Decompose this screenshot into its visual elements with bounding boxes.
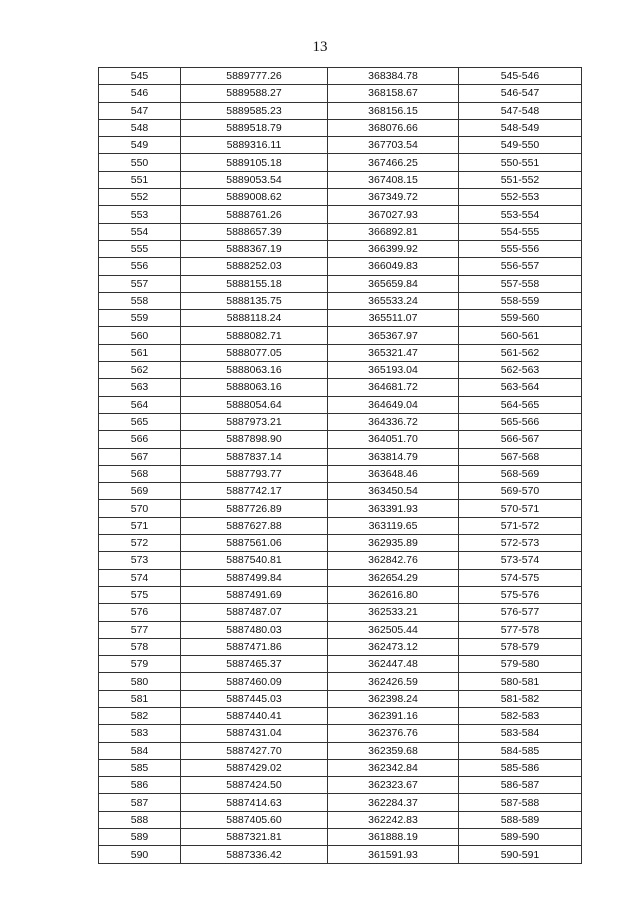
segment-cell: 583-584 xyxy=(459,725,582,742)
x-coordinate-cell: 5888657.39 xyxy=(181,223,328,240)
segment-cell: 574-575 xyxy=(459,569,582,586)
y-coordinate-cell: 362342.84 xyxy=(328,759,459,776)
x-coordinate-cell: 5889518.79 xyxy=(181,119,328,136)
segment-cell: 557-558 xyxy=(459,275,582,292)
y-coordinate-cell: 362654.29 xyxy=(328,569,459,586)
table-row xyxy=(99,258,582,275)
x-coordinate-cell: 5887424.50 xyxy=(181,777,328,794)
x-coordinate-cell: 5888063.16 xyxy=(181,379,328,396)
segment-cell: 546-547 xyxy=(459,85,582,102)
segment-cell: 586-587 xyxy=(459,777,582,794)
point-number-cell: 583 xyxy=(99,725,181,742)
table-row xyxy=(99,500,582,517)
point-number-cell: 581 xyxy=(99,690,181,707)
table-row xyxy=(99,621,582,638)
point-number-cell: 549 xyxy=(99,137,181,154)
y-coordinate-cell: 363391.93 xyxy=(328,500,459,517)
point-number-cell: 563 xyxy=(99,379,181,396)
table-row xyxy=(99,794,582,811)
point-number-cell: 565 xyxy=(99,413,181,430)
y-coordinate-cell: 362473.12 xyxy=(328,638,459,655)
point-number-cell: 568 xyxy=(99,465,181,482)
segment-cell: 565-566 xyxy=(459,413,582,430)
x-coordinate-cell: 5887837.14 xyxy=(181,448,328,465)
point-number-cell: 559 xyxy=(99,310,181,327)
x-coordinate-cell: 5887726.89 xyxy=(181,500,328,517)
y-coordinate-cell: 364681.72 xyxy=(328,379,459,396)
x-coordinate-cell: 5887627.88 xyxy=(181,517,328,534)
point-number-cell: 557 xyxy=(99,275,181,292)
y-coordinate-cell: 365367.97 xyxy=(328,327,459,344)
segment-cell: 585-586 xyxy=(459,759,582,776)
table-row xyxy=(99,465,582,482)
segment-cell: 549-550 xyxy=(459,137,582,154)
table-row xyxy=(99,240,582,257)
x-coordinate-cell: 5888077.05 xyxy=(181,344,328,361)
table-row xyxy=(99,448,582,465)
segment-cell: 556-557 xyxy=(459,258,582,275)
segment-cell: 577-578 xyxy=(459,621,582,638)
point-number-cell: 553 xyxy=(99,206,181,223)
table-row xyxy=(99,292,582,309)
y-coordinate-cell: 362284.37 xyxy=(328,794,459,811)
segment-cell: 553-554 xyxy=(459,206,582,223)
y-coordinate-cell: 368384.78 xyxy=(328,68,459,85)
x-coordinate-cell: 5889008.62 xyxy=(181,189,328,206)
y-coordinate-cell: 366049.83 xyxy=(328,258,459,275)
y-coordinate-cell: 363450.54 xyxy=(328,483,459,500)
x-coordinate-cell: 5889316.11 xyxy=(181,137,328,154)
point-number-cell: 561 xyxy=(99,344,181,361)
segment-cell: 566-567 xyxy=(459,431,582,448)
table-row xyxy=(99,137,582,154)
y-coordinate-cell: 362616.80 xyxy=(328,586,459,603)
point-number-cell: 547 xyxy=(99,102,181,119)
segment-cell: 588-589 xyxy=(459,811,582,828)
segment-cell: 568-569 xyxy=(459,465,582,482)
y-coordinate-cell: 365511.07 xyxy=(328,310,459,327)
segment-cell: 573-574 xyxy=(459,552,582,569)
y-coordinate-cell: 361591.93 xyxy=(328,846,459,863)
x-coordinate-cell: 5888252.03 xyxy=(181,258,328,275)
point-number-cell: 582 xyxy=(99,707,181,724)
table-row xyxy=(99,552,582,569)
x-coordinate-cell: 5889585.23 xyxy=(181,102,328,119)
table-row xyxy=(99,362,582,379)
x-coordinate-cell: 5887336.42 xyxy=(181,846,328,863)
x-coordinate-cell: 5887440.41 xyxy=(181,707,328,724)
segment-cell: 551-552 xyxy=(459,171,582,188)
segment-cell: 562-563 xyxy=(459,362,582,379)
y-coordinate-cell: 365659.84 xyxy=(328,275,459,292)
segment-cell: 570-571 xyxy=(459,500,582,517)
x-coordinate-cell: 5888118.24 xyxy=(181,310,328,327)
table-row xyxy=(99,189,582,206)
segment-cell: 572-573 xyxy=(459,535,582,552)
y-coordinate-cell: 362376.76 xyxy=(328,725,459,742)
y-coordinate-cell: 364649.04 xyxy=(328,396,459,413)
table-row xyxy=(99,604,582,621)
point-number-cell: 588 xyxy=(99,811,181,828)
point-number-cell: 585 xyxy=(99,759,181,776)
segment-cell: 563-564 xyxy=(459,379,582,396)
segment-cell: 587-588 xyxy=(459,794,582,811)
x-coordinate-cell: 5888761.26 xyxy=(181,206,328,223)
point-number-cell: 545 xyxy=(99,68,181,85)
y-coordinate-cell: 368076.66 xyxy=(328,119,459,136)
segment-cell: 579-580 xyxy=(459,656,582,673)
segment-cell: 559-560 xyxy=(459,310,582,327)
segment-cell: 576-577 xyxy=(459,604,582,621)
segment-cell: 571-572 xyxy=(459,517,582,534)
table-row xyxy=(99,725,582,742)
table-row xyxy=(99,707,582,724)
segment-cell: 558-559 xyxy=(459,292,582,309)
x-coordinate-cell: 5889777.26 xyxy=(181,68,328,85)
x-coordinate-cell: 5887460.09 xyxy=(181,673,328,690)
segment-cell: 589-590 xyxy=(459,829,582,846)
coordinates-table xyxy=(98,67,582,864)
x-coordinate-cell: 5887491.69 xyxy=(181,586,328,603)
point-number-cell: 560 xyxy=(99,327,181,344)
segment-cell: 555-556 xyxy=(459,240,582,257)
x-coordinate-cell: 5887431.04 xyxy=(181,725,328,742)
table-row xyxy=(99,431,582,448)
y-coordinate-cell: 363119.65 xyxy=(328,517,459,534)
x-coordinate-cell: 5887405.60 xyxy=(181,811,328,828)
y-coordinate-cell: 362359.68 xyxy=(328,742,459,759)
table-row xyxy=(99,638,582,655)
segment-cell: 569-570 xyxy=(459,483,582,500)
table-row xyxy=(99,310,582,327)
point-number-cell: 590 xyxy=(99,846,181,863)
y-coordinate-cell: 363814.79 xyxy=(328,448,459,465)
point-number-cell: 589 xyxy=(99,829,181,846)
x-coordinate-cell: 5887487.07 xyxy=(181,604,328,621)
x-coordinate-cell: 5887427.70 xyxy=(181,742,328,759)
y-coordinate-cell: 361888.19 xyxy=(328,829,459,846)
x-coordinate-cell: 5889588.27 xyxy=(181,85,328,102)
segment-cell: 548-549 xyxy=(459,119,582,136)
table-row xyxy=(99,379,582,396)
table-row xyxy=(99,829,582,846)
y-coordinate-cell: 362505.44 xyxy=(328,621,459,638)
page-number: 13 xyxy=(312,39,328,55)
x-coordinate-cell: 5889053.54 xyxy=(181,171,328,188)
x-coordinate-cell: 5887480.03 xyxy=(181,621,328,638)
x-coordinate-cell: 5887445.03 xyxy=(181,690,328,707)
table-row xyxy=(99,223,582,240)
y-coordinate-cell: 368156.15 xyxy=(328,102,459,119)
y-coordinate-cell: 365533.24 xyxy=(328,292,459,309)
y-coordinate-cell: 365321.47 xyxy=(328,344,459,361)
table-row xyxy=(99,535,582,552)
x-coordinate-cell: 5888135.75 xyxy=(181,292,328,309)
table-row xyxy=(99,846,582,863)
x-coordinate-cell: 5887973.21 xyxy=(181,413,328,430)
x-coordinate-cell: 5887429.02 xyxy=(181,759,328,776)
table-row xyxy=(99,344,582,361)
table-row xyxy=(99,119,582,136)
table-row xyxy=(99,759,582,776)
point-number-cell: 584 xyxy=(99,742,181,759)
x-coordinate-cell: 5888155.18 xyxy=(181,275,328,292)
table-row xyxy=(99,586,582,603)
segment-cell: 581-582 xyxy=(459,690,582,707)
point-number-cell: 575 xyxy=(99,586,181,603)
table-row xyxy=(99,777,582,794)
x-coordinate-cell: 5887414.63 xyxy=(181,794,328,811)
x-coordinate-cell: 5887742.17 xyxy=(181,483,328,500)
point-number-cell: 587 xyxy=(99,794,181,811)
table-row xyxy=(99,569,582,586)
table-row xyxy=(99,154,582,171)
x-coordinate-cell: 5888082.71 xyxy=(181,327,328,344)
y-coordinate-cell: 362935.89 xyxy=(328,535,459,552)
point-number-cell: 548 xyxy=(99,119,181,136)
segment-cell: 560-561 xyxy=(459,327,582,344)
y-coordinate-cell: 362323.67 xyxy=(328,777,459,794)
table-row xyxy=(99,656,582,673)
point-number-cell: 567 xyxy=(99,448,181,465)
table-row xyxy=(99,68,582,85)
y-coordinate-cell: 364336.72 xyxy=(328,413,459,430)
x-coordinate-cell: 5888054.64 xyxy=(181,396,328,413)
x-coordinate-cell: 5888367.19 xyxy=(181,240,328,257)
table-row xyxy=(99,690,582,707)
point-number-cell: 554 xyxy=(99,223,181,240)
segment-cell: 554-555 xyxy=(459,223,582,240)
y-coordinate-cell: 362842.76 xyxy=(328,552,459,569)
point-number-cell: 564 xyxy=(99,396,181,413)
y-coordinate-cell: 366892.81 xyxy=(328,223,459,240)
segment-cell: 578-579 xyxy=(459,638,582,655)
table-row xyxy=(99,673,582,690)
point-number-cell: 574 xyxy=(99,569,181,586)
table-row xyxy=(99,742,582,759)
point-number-cell: 586 xyxy=(99,777,181,794)
x-coordinate-cell: 5887321.81 xyxy=(181,829,328,846)
segment-cell: 550-551 xyxy=(459,154,582,171)
y-coordinate-cell: 367349.72 xyxy=(328,189,459,206)
y-coordinate-cell: 364051.70 xyxy=(328,431,459,448)
segment-cell: 582-583 xyxy=(459,707,582,724)
x-coordinate-cell: 5887465.37 xyxy=(181,656,328,673)
x-coordinate-cell: 5887471.86 xyxy=(181,638,328,655)
table-row xyxy=(99,171,582,188)
point-number-cell: 576 xyxy=(99,604,181,621)
point-number-cell: 573 xyxy=(99,552,181,569)
table-row xyxy=(99,85,582,102)
coordinates-table-body xyxy=(99,68,582,864)
table-row xyxy=(99,483,582,500)
segment-cell: 584-585 xyxy=(459,742,582,759)
point-number-cell: 571 xyxy=(99,517,181,534)
segment-cell: 567-568 xyxy=(459,448,582,465)
y-coordinate-cell: 367703.54 xyxy=(328,137,459,154)
x-coordinate-cell: 5887561.06 xyxy=(181,535,328,552)
table-row xyxy=(99,275,582,292)
segment-cell: 590-591 xyxy=(459,846,582,863)
point-number-cell: 546 xyxy=(99,85,181,102)
x-coordinate-cell: 5887793.77 xyxy=(181,465,328,482)
y-coordinate-cell: 366399.92 xyxy=(328,240,459,257)
segment-cell: 580-581 xyxy=(459,673,582,690)
segment-cell: 575-576 xyxy=(459,586,582,603)
y-coordinate-cell: 367408.15 xyxy=(328,171,459,188)
y-coordinate-cell: 367027.93 xyxy=(328,206,459,223)
point-number-cell: 555 xyxy=(99,240,181,257)
point-number-cell: 558 xyxy=(99,292,181,309)
segment-cell: 561-562 xyxy=(459,344,582,361)
x-coordinate-cell: 5887499.84 xyxy=(181,569,328,586)
table-row xyxy=(99,811,582,828)
point-number-cell: 556 xyxy=(99,258,181,275)
segment-cell: 547-548 xyxy=(459,102,582,119)
point-number-cell: 579 xyxy=(99,656,181,673)
x-coordinate-cell: 5887898.90 xyxy=(181,431,328,448)
table-row xyxy=(99,327,582,344)
segment-cell: 564-565 xyxy=(459,396,582,413)
y-coordinate-cell: 362533.21 xyxy=(328,604,459,621)
y-coordinate-cell: 362447.48 xyxy=(328,656,459,673)
table-row xyxy=(99,396,582,413)
point-number-cell: 569 xyxy=(99,483,181,500)
point-number-cell: 551 xyxy=(99,171,181,188)
table-row xyxy=(99,517,582,534)
segment-cell: 552-553 xyxy=(459,189,582,206)
point-number-cell: 562 xyxy=(99,362,181,379)
y-coordinate-cell: 365193.04 xyxy=(328,362,459,379)
x-coordinate-cell: 5887540.81 xyxy=(181,552,328,569)
point-number-cell: 580 xyxy=(99,673,181,690)
x-coordinate-cell: 5889105.18 xyxy=(181,154,328,171)
point-number-cell: 550 xyxy=(99,154,181,171)
table-row xyxy=(99,413,582,430)
y-coordinate-cell: 363648.46 xyxy=(328,465,459,482)
y-coordinate-cell: 362242.83 xyxy=(328,811,459,828)
y-coordinate-cell: 362426.59 xyxy=(328,673,459,690)
point-number-cell: 552 xyxy=(99,189,181,206)
y-coordinate-cell: 362398.24 xyxy=(328,690,459,707)
segment-cell: 545-546 xyxy=(459,68,582,85)
table-row xyxy=(99,102,582,119)
y-coordinate-cell: 368158.67 xyxy=(328,85,459,102)
table-row xyxy=(99,206,582,223)
point-number-cell: 577 xyxy=(99,621,181,638)
point-number-cell: 566 xyxy=(99,431,181,448)
point-number-cell: 572 xyxy=(99,535,181,552)
y-coordinate-cell: 367466.25 xyxy=(328,154,459,171)
point-number-cell: 578 xyxy=(99,638,181,655)
x-coordinate-cell: 5888063.16 xyxy=(181,362,328,379)
point-number-cell: 570 xyxy=(99,500,181,517)
y-coordinate-cell: 362391.16 xyxy=(328,707,459,724)
